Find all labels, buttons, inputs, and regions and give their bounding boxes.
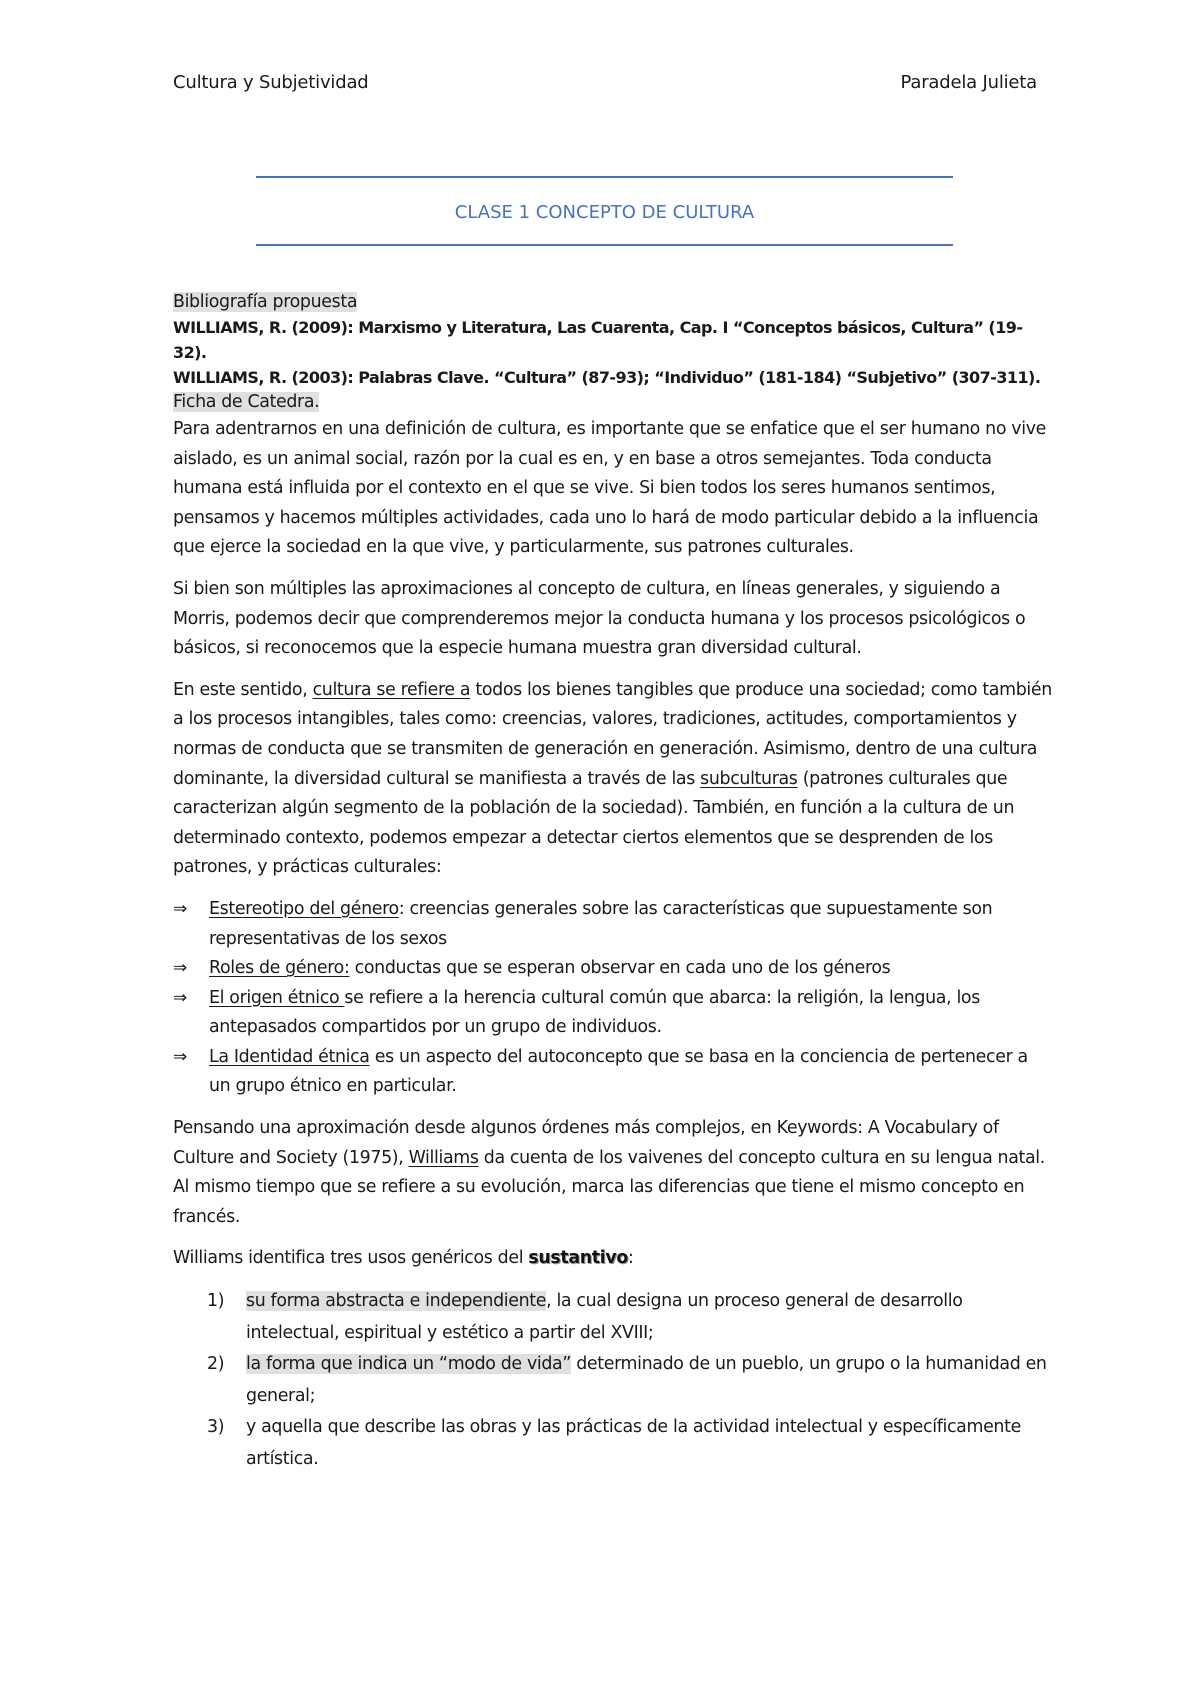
list-item-term: La Identidad étnica <box>209 1046 370 1067</box>
list-item: 1) su forma abstracta e independiente, la cual designa un proceso general de desarrollo intelectual, espiritual y estético a partir del XVIII; <box>173 1286 1053 1349</box>
list-item: ⇒ El origen étnico se refiere a la herencia cultural común que abarca: la religión, la lengua, los antepasados compartidos por un grupo de individuos. <box>173 984 1053 1043</box>
underlined-term: Williams <box>408 1147 479 1168</box>
header-course-title: Cultura y Subjetividad <box>173 72 369 93</box>
paragraph-keywords: Pensando una aproximación desde algunos órdenes más complejos, en Keywords: A Vocabulary of Culture and Society (1975), Williams da cuenta de los vaivenes del concepto cultura en su lengua natal. Al mismo tiempo que se refiere a su evolución, marca las diferencias que tiene el mismo concepto en francés. <box>173 1118 1045 1227</box>
list-number: 1) <box>207 1291 225 1312</box>
document-body <box>173 290 1053 1475</box>
bibliography-ficha: Ficha de Catedra. <box>173 392 320 412</box>
paragraph-intro: Para adentrarnos en una definición de cultura, es importante que se enfatice que el ser humano no vive aislado, es un animal social, razón por la cual es en, y en base a otros semejantes. Toda conducta humana está influida por el contexto en el que se vive. Si bien todos los seres humanos sentimos, pensamos y hacemos múltiples actividades, cada uno lo hará de modo particular debido a la influencia que ejerce la sociedad en la que vive, y particularmente, sus patrones culturales. <box>173 419 1046 558</box>
title-rule-bottom <box>256 244 953 246</box>
underlined-term: subculturas <box>700 768 798 789</box>
paragraph-uses-intro: Williams identifica tres usos genéricos del sustantivo: <box>173 1248 634 1269</box>
bold-term: sustantivo <box>528 1248 628 1269</box>
underlined-term: cultura se refiere a <box>312 679 471 700</box>
bibliography-entry: WILLIAMS, R. (2003): Palabras Clave. “Cultura” (87-93); “Individuo” (181-184) “Subjetivo” (307-311). <box>173 368 1041 387</box>
arrow-icon: ⇒ <box>173 987 187 1008</box>
list-number: 3) <box>207 1417 225 1438</box>
header-author: Paradela Julieta <box>900 72 1037 93</box>
arrow-icon: ⇒ <box>173 1046 187 1067</box>
list-item: ⇒ Estereotipo del género: creencias generales sobre las características que supuestamente son representativas de los sexos <box>173 895 1053 954</box>
list-item: ⇒ Roles de género: conductas que se esperan observar en cada uno de los géneros <box>173 954 1053 984</box>
highlighted-phrase: su forma abstracta e independiente <box>246 1291 547 1312</box>
bibliography-entry: WILLIAMS, R. (2009): Marxismo y Literatura, Las Cuarenta, Cap. I “Conceptos básicos, Cultura” (19-32). <box>173 318 1023 362</box>
list-item-term: Roles de género: <box>209 958 350 979</box>
paragraph-culture-definition: En este sentido, cultura se refiere a todos los bienes tangibles que produce una sociedad; como también a los procesos intangibles, tales como: creencias, valores, tradiciones, actitudes, comportamientos y normas de conducta que se transmiten de generación en generación. Asimismo, dentro de una cultura dominante, la diversidad cultural se manifiesta a través de las subculturas (patrones culturales que caracterizan algún segmento de la población de la sociedad). También, en función a la cultura de un determinado contexto, podemos empezar a detectar ciertos elementos que se desprenden de los patrones, y prácticas culturales: <box>173 679 1052 878</box>
highlighted-phrase: la forma que indica un “modo de vida” <box>246 1354 572 1375</box>
bibliography-heading: Bibliografía propuesta <box>173 292 358 312</box>
bibliography <box>173 290 1053 415</box>
arrow-icon: ⇒ <box>173 898 187 919</box>
list-item-term: Estereotipo del género <box>209 898 399 919</box>
title-block <box>256 176 953 246</box>
list-number: 2) <box>207 1354 225 1375</box>
list-item-term: El origen étnico <box>209 987 345 1008</box>
cultural-elements-list <box>173 895 1053 1102</box>
list-item: 2) la forma que indica un “modo de vida” determinado de un pueblo, un grupo o la humanidad en general; <box>173 1349 1053 1412</box>
paragraph-morris: Si bien son múltiples las aproximaciones al concepto de cultura, en líneas generales, y siguiendo a Morris, podemos decir que comprenderemos mejor la conducta humana y los procesos psicológicos o básicos, si reconocemos que la especie humana muestra gran diversidad cultural. <box>173 578 1026 659</box>
list-item: ⇒ La Identidad étnica es un aspecto del autoconcepto que se basa en la conciencia de pertenecer a un grupo étnico en particular. <box>173 1043 1053 1102</box>
list-item: 3) y aquella que describe las obras y las prácticas de la actividad intelectual y específicamente artística. <box>173 1412 1053 1475</box>
document-title: CLASE 1 CONCEPTO DE CULTURA <box>454 202 755 223</box>
uses-list <box>173 1286 1053 1475</box>
arrow-icon: ⇒ <box>173 958 187 979</box>
